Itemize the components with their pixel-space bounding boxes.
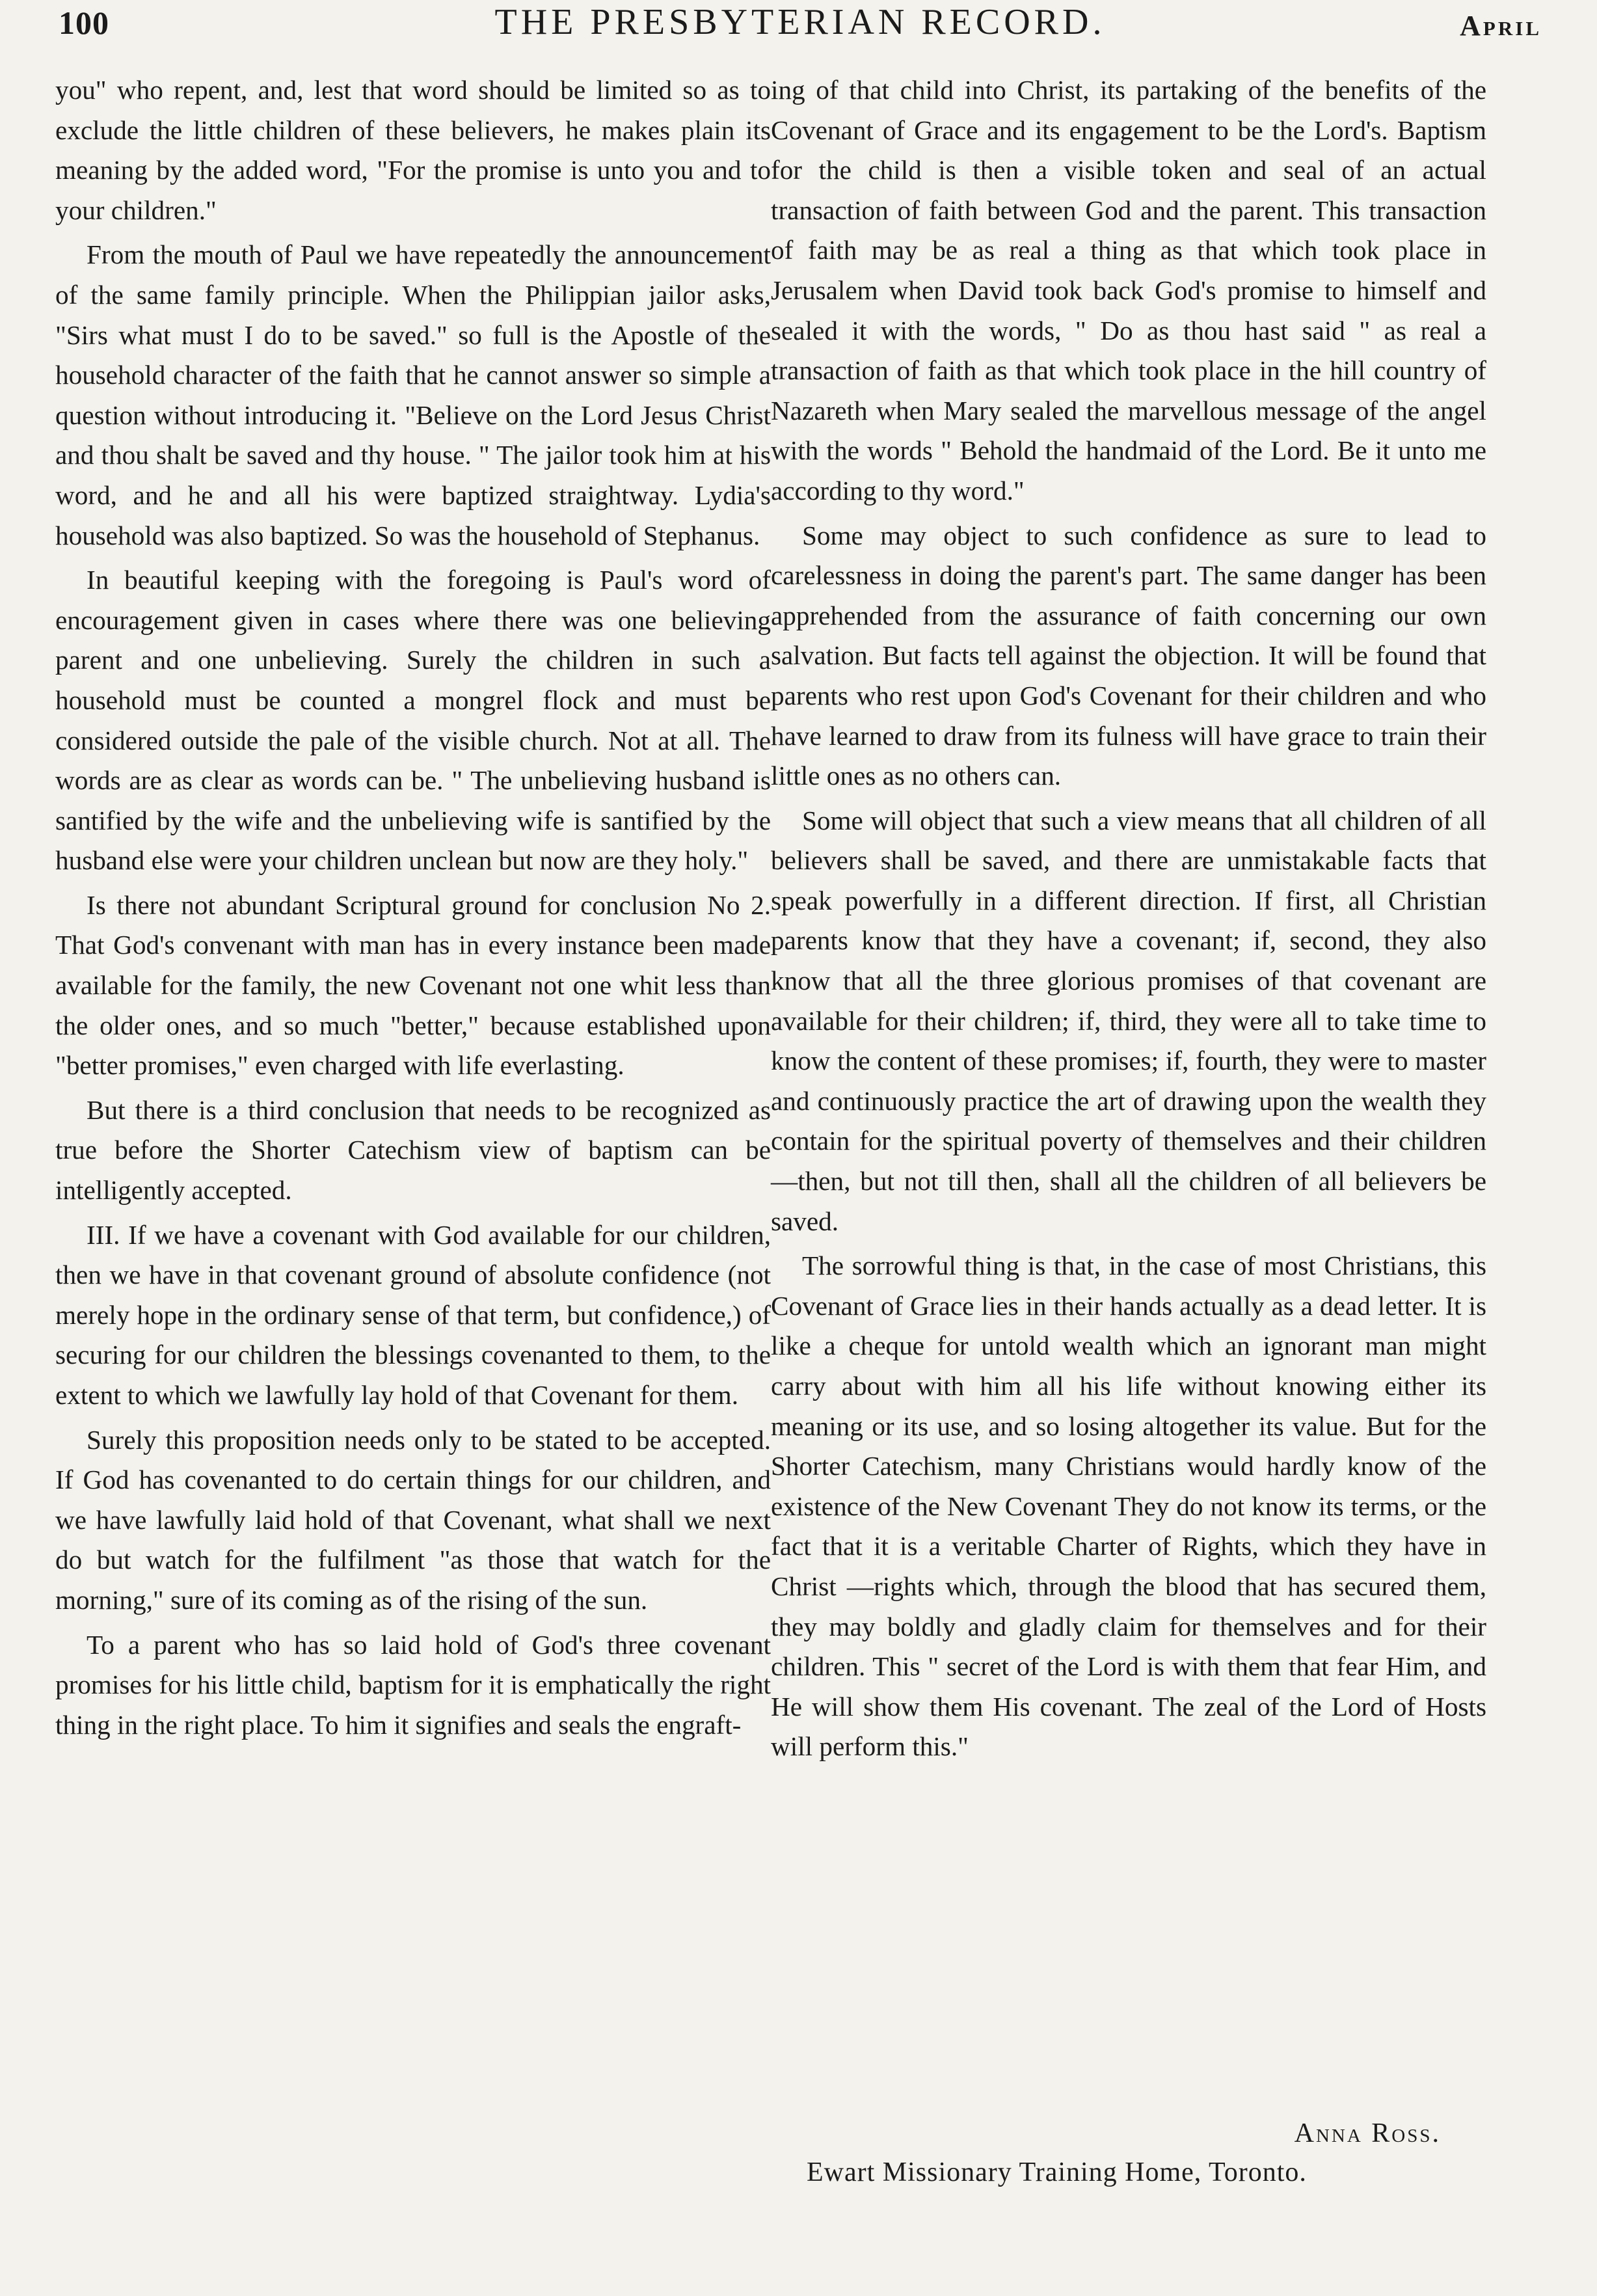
left-paragraph-1: you" who repent, and, lest that word should be limited so as to exclude the little children of these believers, he makes plain its meaning by the added word, "For the promise is unto you and to your children." [55,75,771,225]
author-signature: Anna Ross. [1294,2118,1441,2148]
right-paragraph-4: The sorrowful thing is that, in the case of most Christians, this Covenant of Grace lies in their hands actually as a dead letter. It is like a cheque for untold wealth which an ignorant man might carry about with him all his life without knowing either its meaning or its use, and so losing altogether its value. But for the Shorter Catechism, many Christians would hardly know of the existence of the New Covenant They do not know its terms, or the fact that it is a veritable Charter of Rights, which they have in Christ —rights which, through the blood that has secured them, they may boldly and gladly claim for themselves and for their children. This " secret of the Lord is with them that fear Him, and He will show them His covenant. The zeal of the Lord of Hosts will perform this." [771,1250,1486,1762]
journal-title: THE PRESBYTERIAN RECORD. [494,2,1106,42]
left-paragraph-5: But there is a third conclusion that needs to be recognized as true before the Shorter Catechism view of baptism can be intelligently accepted. [55,1094,771,1206]
left-paragraph-6: III. If we have a covenant with God available for our children, then we have in that covenant ground of absolute confidence (not merely hope in the ordinary sense of that term, but confidence,) of securing for our children the blessings covenanted to them, to the extent to which we lawfully lay hold of that Covenant for them. [55,1219,771,1410]
left-column [55,70,771,1745]
right-column [771,70,1486,1767]
left-paragraph-7: Surely this proposition needs only to be stated to be accepted. If God has covenanted to do certain things for our children, and we have lawfully laid hold of that Covenant, what shall we next do but watch for the fulfilment "as those that watch for the morning," sure of its coming as of the rising of the sun. [55,1424,771,1615]
running-head [59,4,1542,49]
right-paragraph-1: ing of that child into Christ, its partaking of the benefits of the Covenant of Grace and its engagement to be the Lord's. Baptism for the child is then a visible token and seal of an actual transaction of faith between God and the parent. This transaction of faith may be as real a thing as that which took place in Jerusalem when David took back God's promise to himself and sealed it with the words, " Do as thou hast said " as real a transaction of faith as that which took place in the hill country of Nazareth when Mary sealed the marvellous message of the angel with the words " Behold the handmaid of the Lord. Be it unto me according to thy word." [771,75,1486,506]
left-paragraph-3: In beautiful keeping with the foregoing is Paul's word of encouragement given in cases where there was one believing parent and one unbelieving. Surely the children in such a household must be counted a mongrel flock and must be considered outside the pale of the visible church. Not at all. The words are as clear as words can be. " The unbelieving husband is santified by the wife and the unbelieving wife is santified by the husband else were your children unclean but now are they holy." [55,565,771,876]
right-paragraph-2: Some may object to such confidence as sure to lead to carelessness in doing the parent's part. The same danger has been apprehended from the assurance of faith concerning our own salvation. But facts tell against the objection. It will be found that parents who rest upon God's Covenant for their children and who have learned to draw from its fulness will have grace to train their little ones as no others can. [771,520,1486,791]
left-paragraph-4: Is there not abundant Scriptural ground for conclusion No 2. That God's convenant with man has in every instance been made available for the family, the new Covenant not one whit less than the older ones, and so much "better," because established upon "better promises," even charged with life everlasting. [55,889,771,1081]
issue-month: April [1460,10,1542,42]
left-paragraph-8: To a parent who has so laid hold of God's three covenant promises for his little child, baptism for it is emphatically the right thing in the right place. To him it signifies and seals the engraft- [55,1629,771,1740]
left-paragraph-2: From the mouth of Paul we have repeatedly the announcement of the same family principle. When the Philippian jailor asks, "Sirs what must I do to be saved." so full is the Apostle of the household character of the faith that he cannot answer so simple a question without introducing it. "Believe on the Lord Jesus Christ and thou shalt be saved and thy house. " The jailor took him at his word, and he and all his were baptized straightway. Lydia's household was also baptized. So was the household of Stephanus. [55,239,771,550]
author-affiliation: Ewart Missionary Training Home, Toronto. [807,2157,1307,2187]
page-number: 100 [59,5,109,41]
right-paragraph-3: Some will object that such a view means that all children of all believers shall be saved, and there are unmistakable facts that speak powerfully in a different direction. If first, all Christian parents know that they have a covenant; if, second, they also know that all the three glorious promises of that covenant are available for their children; if, third, they were all to take time to know the content of these promises; if, fourth, they were to master and continuously practice the art of drawing upon the wealth they contain for the spiritual poverty of themselves and their children—then, but not till then, shall all the children of all believers be saved. [771,805,1486,1236]
